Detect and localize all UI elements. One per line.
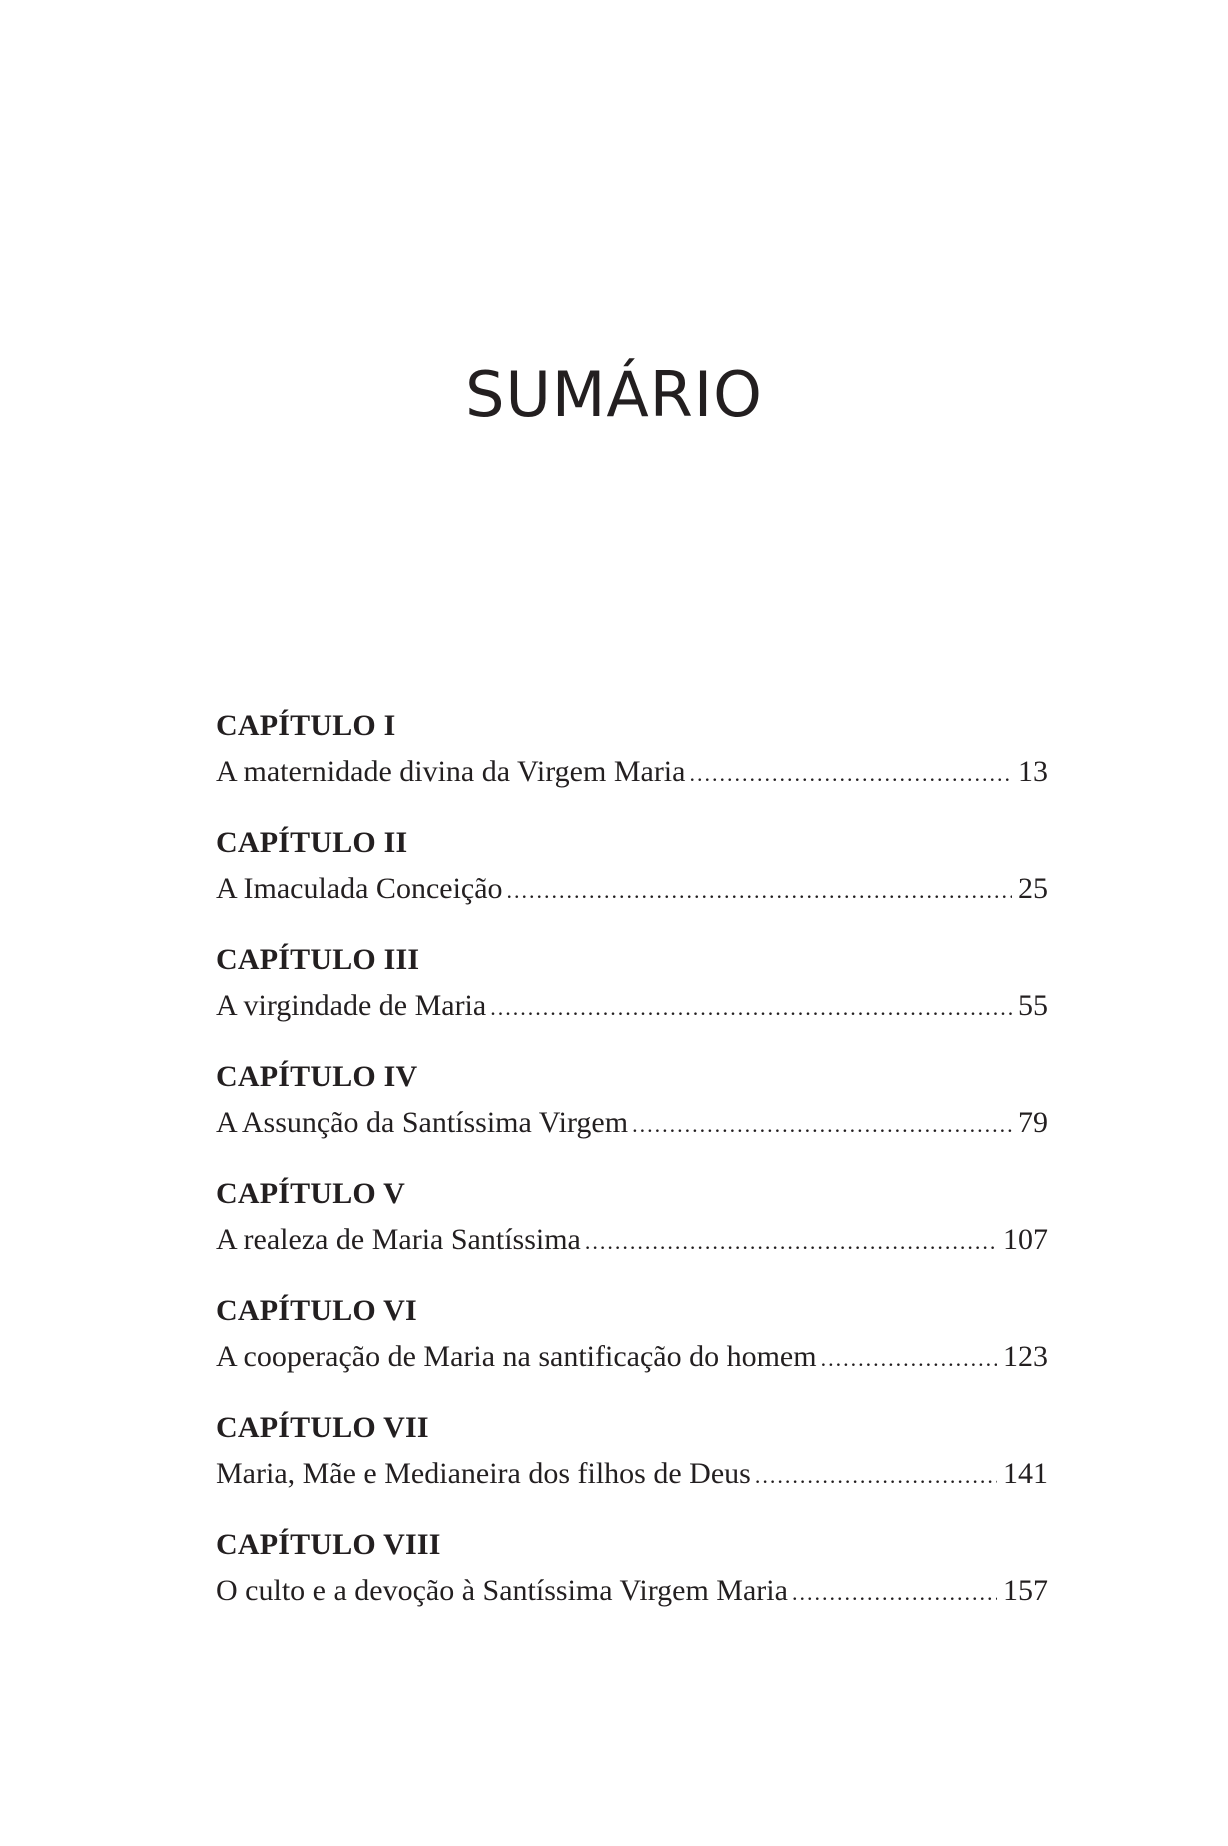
chapter-title: A virgindade de Maria — [216, 989, 487, 1022]
chapter-label: CAPÍTULO I — [216, 709, 396, 742]
chapter-label: CAPÍTULO II — [216, 826, 408, 859]
chapter-label: CAPÍTULO III — [216, 943, 420, 976]
dot-leader — [755, 1455, 997, 1497]
page-number: 79 — [1018, 1106, 1048, 1139]
toc-line — [216, 751, 1048, 795]
chapter-label: CAPÍTULO VII — [216, 1411, 429, 1444]
dot-leader — [792, 1572, 997, 1614]
chapter-title: O culto e a devoção à Santíssima Virgem Maria — [216, 1574, 788, 1607]
page-number: 107 — [1003, 1223, 1048, 1256]
toc-line — [216, 1453, 1048, 1497]
toc-line — [216, 1336, 1048, 1380]
chapter-label: CAPÍTULO IV — [216, 1060, 418, 1093]
dot-leader — [632, 1104, 1012, 1146]
toc-entry — [216, 1056, 1048, 1173]
toc-entry — [216, 1407, 1048, 1524]
toc-line — [216, 985, 1048, 1029]
chapter-title: A Assunção da Santíssima Virgem — [216, 1106, 629, 1139]
page-title: SUMÁRIO — [465, 357, 763, 431]
table-of-contents — [216, 705, 1048, 1641]
chapter-label: CAPÍTULO VI — [216, 1294, 417, 1327]
toc-entry — [216, 822, 1048, 939]
page-number: 55 — [1018, 989, 1048, 1022]
toc-entry — [216, 1524, 1048, 1641]
dot-leader — [689, 753, 1012, 795]
toc-entry — [216, 705, 1048, 822]
dot-leader — [507, 870, 1012, 912]
page-number: 25 — [1018, 872, 1048, 905]
toc-line — [216, 1570, 1048, 1614]
toc-entry — [216, 1173, 1048, 1290]
toc-entry — [216, 939, 1048, 1056]
toc-line — [216, 1102, 1048, 1146]
chapter-label: CAPÍTULO VIII — [216, 1528, 441, 1561]
page-number: 123 — [1003, 1340, 1048, 1373]
toc-line — [216, 868, 1048, 912]
chapter-title: Maria, Mãe e Medianeira dos filhos de Deus — [216, 1457, 751, 1490]
toc-entry — [216, 1290, 1048, 1407]
page-number: 157 — [1003, 1574, 1048, 1607]
chapter-label: CAPÍTULO V — [216, 1177, 405, 1210]
chapter-title: A realeza de Maria Santíssima — [216, 1223, 581, 1256]
chapter-title: A maternidade divina da Virgem Maria — [216, 755, 686, 788]
chapter-title: A cooperação de Maria na santificação do homem — [216, 1340, 817, 1373]
toc-line — [216, 1219, 1048, 1263]
dot-leader — [490, 987, 1012, 1029]
dot-leader — [585, 1221, 997, 1263]
page-number: 141 — [1003, 1457, 1048, 1490]
page-number: 13 — [1018, 755, 1048, 788]
dot-leader — [821, 1338, 997, 1380]
chapter-title: A Imaculada Conceição — [216, 872, 503, 905]
